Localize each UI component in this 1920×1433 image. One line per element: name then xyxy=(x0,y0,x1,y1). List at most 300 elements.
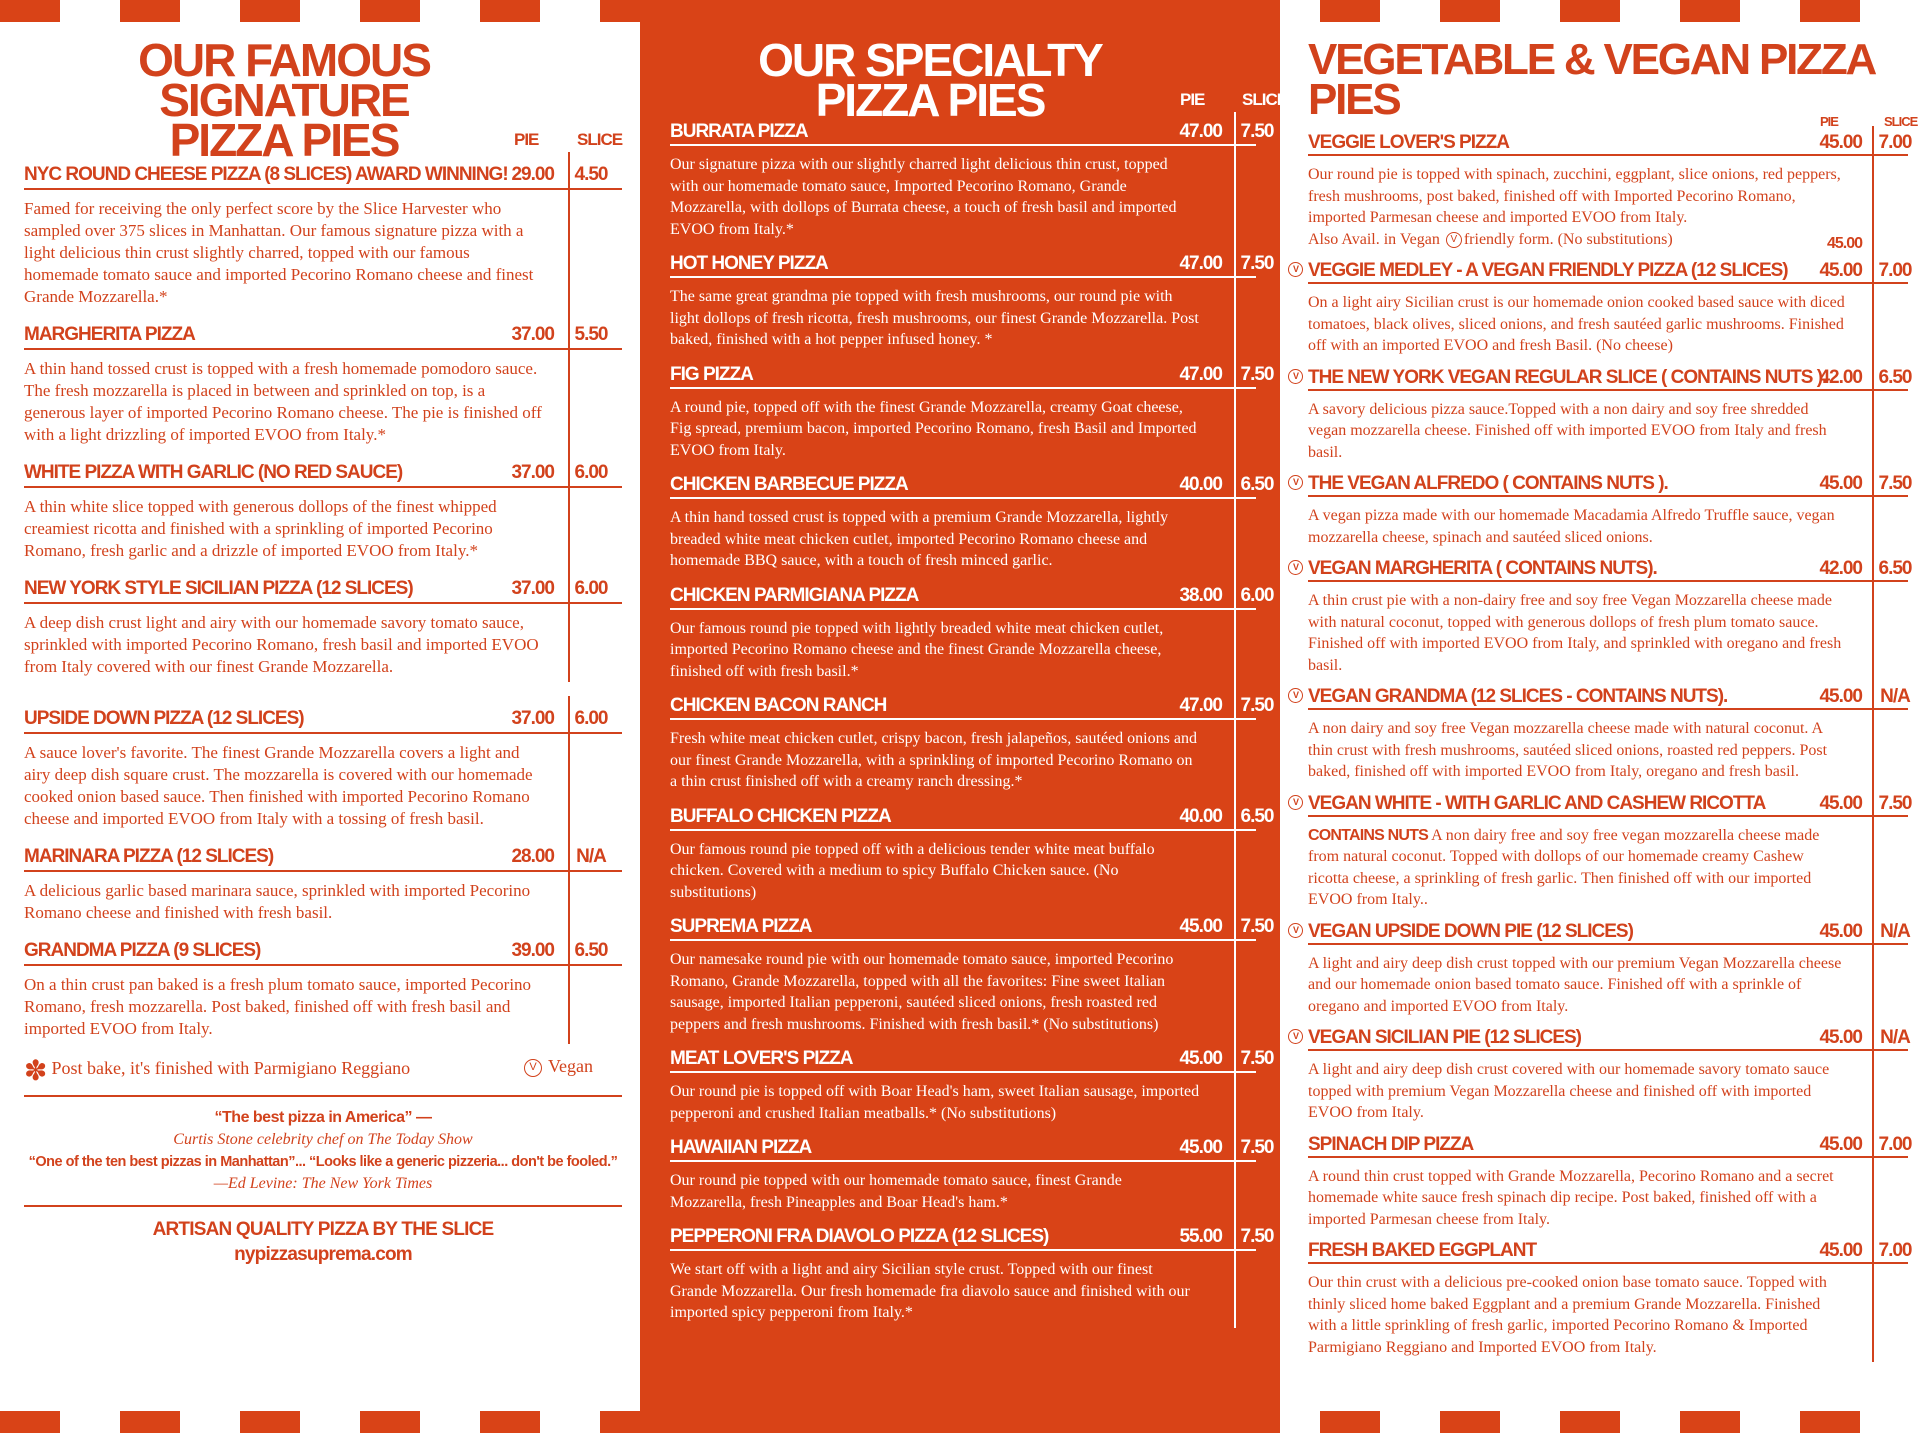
slice-header: SLICE xyxy=(1884,114,1918,129)
description-text: Our famous round pie topped with lightly breaded white meat chicken cutlet, imported Pecorino Romano cheese and the finest Grande Mozzarella cheese, finished off with fresh basil.* xyxy=(670,619,1164,680)
item-name: HOT HONEY PIZZA xyxy=(670,253,828,274)
item-description xyxy=(1308,710,1908,787)
slice-price: 6.50 xyxy=(1878,558,1912,579)
vegan-icon: V xyxy=(1288,795,1303,810)
slice-price: 7.00 xyxy=(1878,132,1912,153)
pie-price: 45.00 xyxy=(1179,916,1222,937)
column-divider xyxy=(1872,680,1874,710)
column-divider xyxy=(1234,686,1236,720)
item-header xyxy=(1308,126,1912,156)
pie-price: 37.00 xyxy=(511,578,554,599)
menu-item xyxy=(1292,915,1910,1022)
slice-price: N/A xyxy=(576,846,606,867)
item-name: BUFFALO CHICKEN PIZZA xyxy=(670,805,891,827)
item-header xyxy=(670,1039,1274,1073)
menu-legend xyxy=(24,1044,622,1097)
item-name: PEPPERONI FRA DIAVOLO PIZZA (12 SLICES) xyxy=(670,1226,1049,1247)
column-divider xyxy=(1234,146,1236,244)
item-header xyxy=(670,355,1274,389)
pie-price: 40.00 xyxy=(1179,805,1222,827)
description-text: The same great grandma pie topped with fresh mushrooms, our round pie with light dollops of fresh ricotta, fresh mushrooms, our finest Grande Mozzarella. Post baked, finished with a hot pepper infused honey. * xyxy=(670,288,1199,348)
column-divider xyxy=(1234,610,1236,687)
pie-price: 42.00 xyxy=(1819,366,1862,388)
column-divider xyxy=(1234,355,1236,389)
column-divider xyxy=(1234,1217,1236,1251)
item-header xyxy=(1292,787,1912,817)
item-header xyxy=(1308,1234,1912,1264)
menu-item xyxy=(24,450,622,566)
column-divider xyxy=(1234,1251,1236,1328)
item-name: FIG PIZZA xyxy=(670,363,753,385)
item-name: CHICKEN BACON RANCH xyxy=(670,695,887,716)
menu-item xyxy=(670,112,1274,244)
item-name: CHICKEN BARBECUE PIZZA xyxy=(670,474,908,495)
quote-2: “One of the ten best pizzas in Manhattan”... “Looks like a generic pizzeria... don't be fooled.” xyxy=(28,1154,618,1170)
column-divider xyxy=(1234,907,1236,941)
pie-price: 45.00 xyxy=(1819,1240,1862,1261)
slice-price: 7.50 xyxy=(1878,473,1912,494)
pie-header: PIE xyxy=(1180,90,1205,109)
slice-price: 5.50 xyxy=(574,324,608,345)
description-text: A non dairy free and soy free vegan mozzarella cheese made from natural coconut. Topped with dollops of our homemade creamy Cashew ricotta cheese, a sprinkling of fresh garlic. Then finished off with our imported EVOO from Italy.. xyxy=(1308,826,1820,908)
menu-item xyxy=(24,696,622,834)
slice-header: SLICE xyxy=(1242,90,1288,109)
item-name: SUPREMA PIZZA xyxy=(670,916,812,937)
item-name: NEW YORK STYLE SICILIAN PIZZA (12 SLICES) xyxy=(24,578,413,599)
column-divider xyxy=(568,734,570,834)
item-header xyxy=(1308,1128,1912,1158)
vegan-item-list xyxy=(1292,126,1912,1362)
pie-price: 47.00 xyxy=(1179,363,1222,385)
slice-price: N/A xyxy=(1880,1027,1910,1048)
pie-price: 45.00 xyxy=(1819,132,1862,153)
menu-item xyxy=(24,152,622,312)
slice-price: 7.50 xyxy=(1240,695,1274,716)
slice-price: 6.00 xyxy=(1240,584,1274,606)
pie-price: 45.00 xyxy=(1819,473,1862,494)
column-divider xyxy=(1872,1021,1874,1051)
pie-price: 42.00 xyxy=(1819,558,1862,579)
column-divider xyxy=(568,450,570,488)
column-divider xyxy=(1872,126,1874,156)
slice-price: 7.00 xyxy=(1878,1133,1912,1155)
item-header xyxy=(670,907,1274,941)
slice-price: 7.50 xyxy=(1878,792,1912,814)
column-divider xyxy=(1872,1234,1874,1264)
column-divider xyxy=(1872,1158,1874,1235)
note-text: Also Avail. in Vegan xyxy=(1308,230,1440,248)
item-header xyxy=(670,1217,1274,1251)
pie-price: 47.00 xyxy=(1179,121,1222,142)
item-description xyxy=(670,1073,1256,1128)
menu-item xyxy=(670,1128,1274,1217)
pie-price: 37.00 xyxy=(511,708,554,729)
menu-item xyxy=(670,355,1274,466)
vegan-icon: V xyxy=(1446,232,1462,248)
column-divider xyxy=(568,312,570,350)
item-header xyxy=(670,576,1274,610)
column-divider xyxy=(1234,1162,1236,1217)
pie-header: PIE xyxy=(514,130,539,149)
item-name: UPSIDE DOWN PIZZA (12 SLICES) xyxy=(24,708,304,729)
pie-price: 28.00 xyxy=(511,846,554,867)
slice-price: 7.50 xyxy=(1240,363,1274,385)
slice-price: 7.00 xyxy=(1878,260,1912,281)
specialty-title: OUR SPECIALTY PIZZA PIES xyxy=(758,34,1102,126)
menu-item xyxy=(24,312,622,450)
quote-1: “The best pizza in America” — xyxy=(214,1109,432,1126)
pie-price: 45.00 xyxy=(1819,920,1862,942)
slice-price: 7.50 xyxy=(1240,1048,1274,1069)
menu-item xyxy=(1292,552,1912,680)
slice-price: 7.50 xyxy=(1240,1137,1274,1158)
item-description xyxy=(1308,156,1908,254)
item-header xyxy=(670,1128,1274,1162)
item-description xyxy=(1308,1264,1908,1362)
item-header xyxy=(1292,1021,1910,1051)
allergen-note: CONTAINS NUTS xyxy=(1308,826,1428,844)
item-description xyxy=(1308,817,1908,915)
quote-2-source: —Ed Levine: The New York Times xyxy=(213,1175,433,1192)
column-divider xyxy=(568,488,570,566)
vegan-icon: V xyxy=(1288,369,1303,384)
column-divider xyxy=(1872,467,1874,497)
slice-price: 6.50 xyxy=(1240,474,1274,495)
column-divider xyxy=(1234,112,1236,146)
pie-price: 45.00 xyxy=(1819,686,1862,707)
vegan-icon: V xyxy=(1288,475,1303,490)
pie-price: 45.00 xyxy=(1819,260,1862,281)
menu-item xyxy=(670,1217,1274,1328)
description-text: Our famous round pie topped off with a delicious tender white meat buffalo chicken. Covered with a medium to spicy Buffalo Chicken sauce. (No substitutions) xyxy=(670,840,1155,901)
column-divider xyxy=(1234,1073,1236,1128)
menu-item xyxy=(1292,787,1912,915)
item-header xyxy=(1292,680,1910,710)
column-divider xyxy=(1872,391,1874,468)
item-description xyxy=(670,499,1256,576)
slice-price: 6.50 xyxy=(1878,366,1912,388)
column-divider xyxy=(1234,797,1236,831)
column-divider xyxy=(568,152,570,190)
menu-item xyxy=(1308,126,1912,254)
slice-price: 7.50 xyxy=(1240,253,1274,274)
item-header xyxy=(1292,915,1910,945)
column-divider xyxy=(1234,720,1236,797)
slice-price: N/A xyxy=(1880,920,1910,942)
description-text: Our thin crust with a delicious pre-cooked onion base tomato sauce. Topped with thinly sliced home baked Eggplant and a premium Grande Mozzarella. Finished with a little sprinkling of fresh garlic, imported Pecorino Romano & Imported Parmigiano Reggiano and Imported EVOO from Italy. xyxy=(1308,1274,1827,1356)
item-description xyxy=(670,831,1256,908)
column-divider xyxy=(568,928,570,966)
item-description xyxy=(24,872,622,928)
item-description xyxy=(24,966,622,1044)
description-text: A non dairy and soy free Vegan mozzarella cheese made with natural coconut. A thin crust with fresh mushrooms, sautéed sliced onions, roasted red peppers. Post baked, finished off with imported EVOO from Italy, oregano and fresh basil. xyxy=(1308,720,1828,780)
item-name: FRESH BAKED EGGPLANT xyxy=(1308,1240,1537,1261)
column-divider xyxy=(568,834,570,872)
column-divider xyxy=(1234,1039,1236,1073)
column-divider xyxy=(1234,941,1236,1039)
legend-vegan-text: Vegan xyxy=(548,1056,593,1076)
description-text: We start off with a light and airy Sicilian style crust. Topped with our finest Grande Mozzarella. Our fresh homemade fra diavolo sauce and finished with our imported spicy pepperoni from Italy.* xyxy=(670,1261,1190,1321)
item-name: VEGAN GRANDMA (12 SLICES - CONTAINS NUTS). xyxy=(1308,686,1728,707)
menu-item xyxy=(1308,1234,1912,1362)
description-text: Our round pie is topped off with Boar Head's ham, sweet Italian sausage, imported pepperoni and crushed Italian meatballs.* (No substitutions) xyxy=(670,1083,1200,1122)
column-divider xyxy=(1234,244,1236,278)
column-divider xyxy=(1872,156,1874,254)
menu-item xyxy=(1292,680,1910,787)
item-description xyxy=(24,190,622,312)
item-description xyxy=(1308,1158,1908,1235)
item-description xyxy=(1308,284,1908,361)
item-name: HAWAIIAN PIZZA xyxy=(670,1137,812,1158)
column-divider xyxy=(568,566,570,604)
column-divider xyxy=(1872,1051,1874,1128)
column-divider xyxy=(1234,576,1236,610)
description-text: Our round pie topped with our homemade tomato sauce, finest Grande Mozzarella, fresh Pineapples and Boar Head's ham.* xyxy=(670,1172,1122,1211)
footer xyxy=(24,1205,622,1267)
item-header xyxy=(670,244,1274,278)
item-name: VEGGIE MEDLEY - A VEGAN FRIENDLY PIZZA (12 SLICES) xyxy=(1308,260,1788,281)
pie-price: 29.00 xyxy=(511,164,554,185)
column-divider xyxy=(1872,254,1874,284)
item-header xyxy=(1292,552,1912,582)
signature-item-list xyxy=(24,152,622,1044)
slice-price: N/A xyxy=(1880,686,1910,707)
description-text: A round thin crust topped with Grande Mozzarella, Pecorino Romano and a secret homemade white sauce fresh spinach dip recipe. Post baked, finished off with a imported Parmesan cheese from Italy. xyxy=(1308,1167,1834,1228)
pie-price: 37.00 xyxy=(511,462,554,483)
vegan-icon: V xyxy=(1288,1029,1303,1044)
item-description xyxy=(670,720,1256,797)
description-text: Fresh white meat chicken cutlet, crispy bacon, fresh jalapeños, sautéed onions and our finest Grande Mozzarella, with a sprinkling of imported Pecorino Romano on a thin crust finished off with a creamy ranch dressing.* xyxy=(670,730,1197,790)
item-description xyxy=(1308,1051,1908,1128)
description-text: A vegan pizza made with our homemade Macadamia Alfredo Truffle sauce, vegan mozzarella cheese, spinach and sautéed sliced onions. xyxy=(1308,507,1835,546)
column-divider xyxy=(568,190,570,312)
signature-pizza-column xyxy=(0,0,640,1433)
item-name: NYC ROUND CHEESE PIZZA (8 SLICES) AWARD WINNING! xyxy=(24,164,508,185)
column-divider xyxy=(568,604,570,682)
item-description xyxy=(1308,582,1908,680)
specialty-item-list xyxy=(670,112,1274,1328)
item-name: MEAT LOVER'S PIZZA xyxy=(670,1048,853,1069)
signature-price-headers xyxy=(24,130,622,152)
menu-item xyxy=(1292,254,1912,361)
column-divider xyxy=(568,966,570,1044)
slice-price: 7.50 xyxy=(1240,121,1274,142)
slice-price: 6.00 xyxy=(574,578,608,599)
item-name: SPINACH DIP PIZZA xyxy=(1308,1133,1474,1155)
vegan-icon: V xyxy=(1288,560,1303,575)
column-divider xyxy=(568,350,570,450)
pie-price: 37.00 xyxy=(511,324,554,345)
menu-item xyxy=(24,566,622,682)
item-description xyxy=(24,350,622,450)
description-text: A sauce lover's favorite. The finest Grande Mozzarella covers a light and airy deep dish square crust. The mozzarella is covered with our homemade cooked onion based sauce. Then finished with imported Pecorino Romano cheese and imported EVOO from Italy with a tossing of fresh basil. xyxy=(24,743,533,828)
column-divider xyxy=(1872,1128,1874,1158)
pie-price: 55.00 xyxy=(1179,1226,1222,1247)
item-description xyxy=(670,278,1256,355)
vegan-pizza-column xyxy=(1280,0,1920,1433)
menu-item xyxy=(24,834,622,928)
column-divider xyxy=(568,696,570,734)
item-name: VEGAN UPSIDE DOWN PIE (12 SLICES) xyxy=(1308,920,1633,942)
note-text: friendly form. (No substitutions) xyxy=(1463,230,1673,248)
item-header xyxy=(24,566,622,604)
item-header xyxy=(670,112,1274,146)
vegan-icon: V xyxy=(1288,262,1303,277)
item-header xyxy=(24,450,622,488)
item-description xyxy=(670,941,1256,1039)
description-text: A savory delicious pizza sauce.Topped with a non dairy and soy free shredded vegan mozzarella cheese. Finished off with imported EVOO from Italy and fresh basil. xyxy=(1308,400,1827,461)
slice-price: 7.50 xyxy=(1240,1226,1274,1247)
item-name: VEGAN MARGHERITA ( CONTAINS NUTS). xyxy=(1308,558,1657,579)
signature-title: OUR FAMOUS SIGNATURE PIZZA PIES xyxy=(138,34,430,166)
item-header xyxy=(24,928,622,966)
item-name: VEGGIE LOVER'S PIZZA xyxy=(1308,132,1509,153)
item-description xyxy=(1308,497,1908,552)
description-text: A thin crust pie with a non-dairy free and soy free Vegan Mozzarella cheese made with natural coconut, topped with generous dollops of fresh plum tomato sauce. Finished off with imported EVOO from Italy, and sprinkled with oregano and fresh basil. xyxy=(1308,592,1842,674)
item-description xyxy=(24,734,622,834)
description-text: A thin white slice topped with generous dollops of the finest whipped creamiest ricotta and finished with a sprinkling of imported Pecorino Romano, fresh garlic and a drizzle of imported EVOO from Italy.* xyxy=(24,497,497,560)
pie-price: 47.00 xyxy=(1179,695,1222,716)
pie-price: 39.00 xyxy=(511,940,554,961)
pie-price: 45.00 xyxy=(1179,1137,1222,1158)
item-description xyxy=(670,1162,1256,1217)
vegan-icon: V xyxy=(1288,923,1303,938)
description-text: A light and airy deep dish crust covered with our homemade savory tomato sauce topped with premium Vegan Mozzarella cheese and finished off with imported EVOO from Italy. xyxy=(1308,1061,1830,1121)
menu-item xyxy=(1308,1128,1912,1235)
description-text: A thin hand tossed crust is topped with a premium Grande Mozzarella, lightly breaded white meat chicken cutlet, imported Pecorino Romano cheese and homemade BBQ sauce, with a touch of fresh minced garlic. xyxy=(670,509,1169,569)
quote-1-source: Curtis Stone celebrity chef on The Today Show xyxy=(173,1131,473,1148)
specialty-price-headers xyxy=(670,90,1288,112)
item-header xyxy=(24,834,622,872)
description-text: A deep dish crust light and airy with our homemade savory tomato sauce, sprinkled with imported Pecorino Romano, fresh basil and imported EVOO from Italy covered with our finest Grande Mozzarella. xyxy=(24,613,539,676)
column-divider xyxy=(1872,945,1874,1022)
footer-tagline: ARTISAN QUALITY PIZZA BY THE SLICE xyxy=(152,1219,494,1240)
menu-item xyxy=(670,244,1274,355)
legend-star-text: Post bake, it's finished with Parmigiano Reggiano xyxy=(51,1058,411,1078)
description-text: A light and airy deep dish crust topped with our premium Vegan Mozzarella cheese and our homemade onion based tomato sauce. Finished off with a sprinkle of oregano and imported EVOO from Italy. xyxy=(1308,954,1842,1015)
column-divider xyxy=(1234,831,1236,908)
column-divider xyxy=(1234,499,1236,576)
column-divider xyxy=(1872,1264,1874,1362)
vegan-title: VEGETABLE & VEGAN PIZZA PIES xyxy=(1308,35,1874,124)
item-name: MARGHERITA PIZZA xyxy=(24,324,195,345)
item-description xyxy=(670,1251,1256,1328)
item-header xyxy=(1292,254,1912,284)
slice-price: 7.50 xyxy=(1240,916,1274,937)
item-description xyxy=(24,604,622,682)
item-header xyxy=(24,312,622,350)
description-text: Famed for receiving the only perfect score by the Slice Harvester who sampled over 375 slices in Manhattan. Our famous signature pizza with a light delicious thin crust slightly charred, topped with our famous homemade tomato sauce and imported Pecorino Romano cheese and finest Grande Mozzarella.* xyxy=(24,199,534,306)
item-name: GRANDMA PIZZA (9 SLICES) xyxy=(24,940,261,961)
column-divider xyxy=(1872,710,1874,787)
pie-price: 40.00 xyxy=(1179,474,1222,495)
slice-price: 4.50 xyxy=(574,164,608,185)
item-name: BURRATA PIZZA xyxy=(670,121,808,142)
item-description xyxy=(24,488,622,566)
item-name: VEGAN SICILIAN PIE (12 SLICES) xyxy=(1308,1027,1581,1048)
item-name: THE VEGAN ALFREDO ( CONTAINS NUTS ). xyxy=(1308,473,1668,494)
description-text: A delicious garlic based marinara sauce, sprinkled with imported Pecorino Romano cheese and finished with fresh basil. xyxy=(24,881,531,922)
column-divider xyxy=(568,872,570,928)
item-description xyxy=(670,146,1256,244)
item-description xyxy=(670,610,1256,687)
slice-header: SLICE xyxy=(577,130,623,149)
description-text: Our namesake round pie with our homemade tomato sauce, imported Pecorino Romano, Grande Mozzarella, topped with all the favorites: Fine sweet Italian sausage, imported Italian pepperoni, sautéed sliced onions, fresh roasted red peppers and fresh mushrooms. Finished with fresh basil.* (No substitutions) xyxy=(670,951,1174,1033)
menu-item xyxy=(1292,1021,1910,1128)
item-name: THE NEW YORK VEGAN REGULAR SLICE ( CONTAINS NUTS ). xyxy=(1308,366,1827,388)
vegan-pie-price: 45.00 xyxy=(1826,234,1862,252)
item-header xyxy=(1292,467,1912,497)
item-header xyxy=(670,797,1274,831)
vegan-icon: V xyxy=(524,1059,542,1077)
item-header xyxy=(24,152,622,190)
pie-price: 45.00 xyxy=(1819,792,1862,814)
vegan-availability-note xyxy=(1308,229,1862,252)
asterisk-icon: ✽ xyxy=(24,1054,48,1087)
description-text: On a thin crust pan baked is a fresh plum tomato sauce, imported Pecorino Romano, fresh mozzarella. Post baked, finished off with fresh basil and imported EVOO from Italy. xyxy=(24,975,532,1038)
item-header xyxy=(670,465,1274,499)
description-text: A round pie, topped off with the finest Grande Mozzarella, creamy Goat cheese, Fig spread, premium bacon, imported Pecorino Romano, fresh Basil and Imported EVOO from Italy. xyxy=(670,398,1197,459)
column-divider xyxy=(1872,284,1874,361)
website-link[interactable]: nypizzasuprema.com xyxy=(234,1244,412,1265)
item-description xyxy=(1308,391,1908,468)
menu-item xyxy=(670,576,1274,687)
menu-item xyxy=(1292,467,1912,552)
menu-item xyxy=(1292,361,1912,468)
item-name: WHITE PIZZA WITH GARLIC (NO RED SAUCE) xyxy=(24,462,403,483)
pie-header: PIE xyxy=(1820,114,1838,129)
pie-price: 45.00 xyxy=(1179,1048,1222,1069)
column-divider xyxy=(1234,1128,1236,1162)
column-divider xyxy=(1872,582,1874,680)
item-header xyxy=(1292,361,1912,391)
vegan-icon: V xyxy=(1288,688,1303,703)
column-divider xyxy=(1872,552,1874,582)
menu-item xyxy=(24,928,622,1044)
press-quotes xyxy=(24,1107,622,1195)
menu-item xyxy=(670,465,1274,576)
menu-item xyxy=(670,907,1274,1039)
column-divider xyxy=(1872,915,1874,945)
slice-price: 6.50 xyxy=(574,940,608,961)
item-header xyxy=(670,686,1274,720)
column-divider xyxy=(1234,389,1236,466)
item-name: MARINARA PIZZA (12 SLICES) xyxy=(24,846,274,867)
slice-price: 7.00 xyxy=(1878,1240,1912,1261)
menu-item xyxy=(670,797,1274,908)
specialty-pizza-column xyxy=(640,0,1288,1433)
slice-price: 6.00 xyxy=(574,708,608,729)
menu-item xyxy=(670,686,1274,797)
pie-price: 45.00 xyxy=(1819,1133,1862,1155)
item-description xyxy=(1308,945,1908,1022)
slice-price: 6.50 xyxy=(1240,805,1274,827)
item-name: VEGAN WHITE - WITH GARLIC AND CASHEW RICOTTA xyxy=(1308,792,1766,814)
description-text: Our signature pizza with our slightly charred light delicious thin crust, topped with our homemade tomato sauce, Imported Pecorino Romano, Grande Mozzarella, with dollops of Burrata cheese, a touch of fresh basil and imported EVOO from Italy.* xyxy=(670,156,1177,238)
slice-price: 6.00 xyxy=(574,462,608,483)
pie-price: 47.00 xyxy=(1179,253,1222,274)
item-name: CHICKEN PARMIGIANA PIZZA xyxy=(670,584,919,606)
pie-price: 45.00 xyxy=(1819,1027,1862,1048)
column-divider xyxy=(1872,817,1874,915)
column-divider xyxy=(1872,497,1874,552)
description-text: Our round pie is topped with spinach, zucchini, eggplant, slice onions, red peppers, fresh mushrooms, post baked, finished off with Imported Pecorino Romano, imported Parmesan cheese and imported EVOO from Italy. xyxy=(1308,166,1841,226)
menu-item xyxy=(670,1039,1274,1128)
column-divider xyxy=(1234,278,1236,355)
item-description xyxy=(670,389,1256,466)
description-text: A thin hand tossed crust is topped with a fresh homemade pomodoro sauce. The fresh mozzarella is placed in between and sprinkled on top, is a generous layer of imported Pecorino Romano cheese. The pie is finished off with a light drizzling of imported EVOO from Italy.* xyxy=(24,359,542,444)
column-divider xyxy=(1234,465,1236,499)
